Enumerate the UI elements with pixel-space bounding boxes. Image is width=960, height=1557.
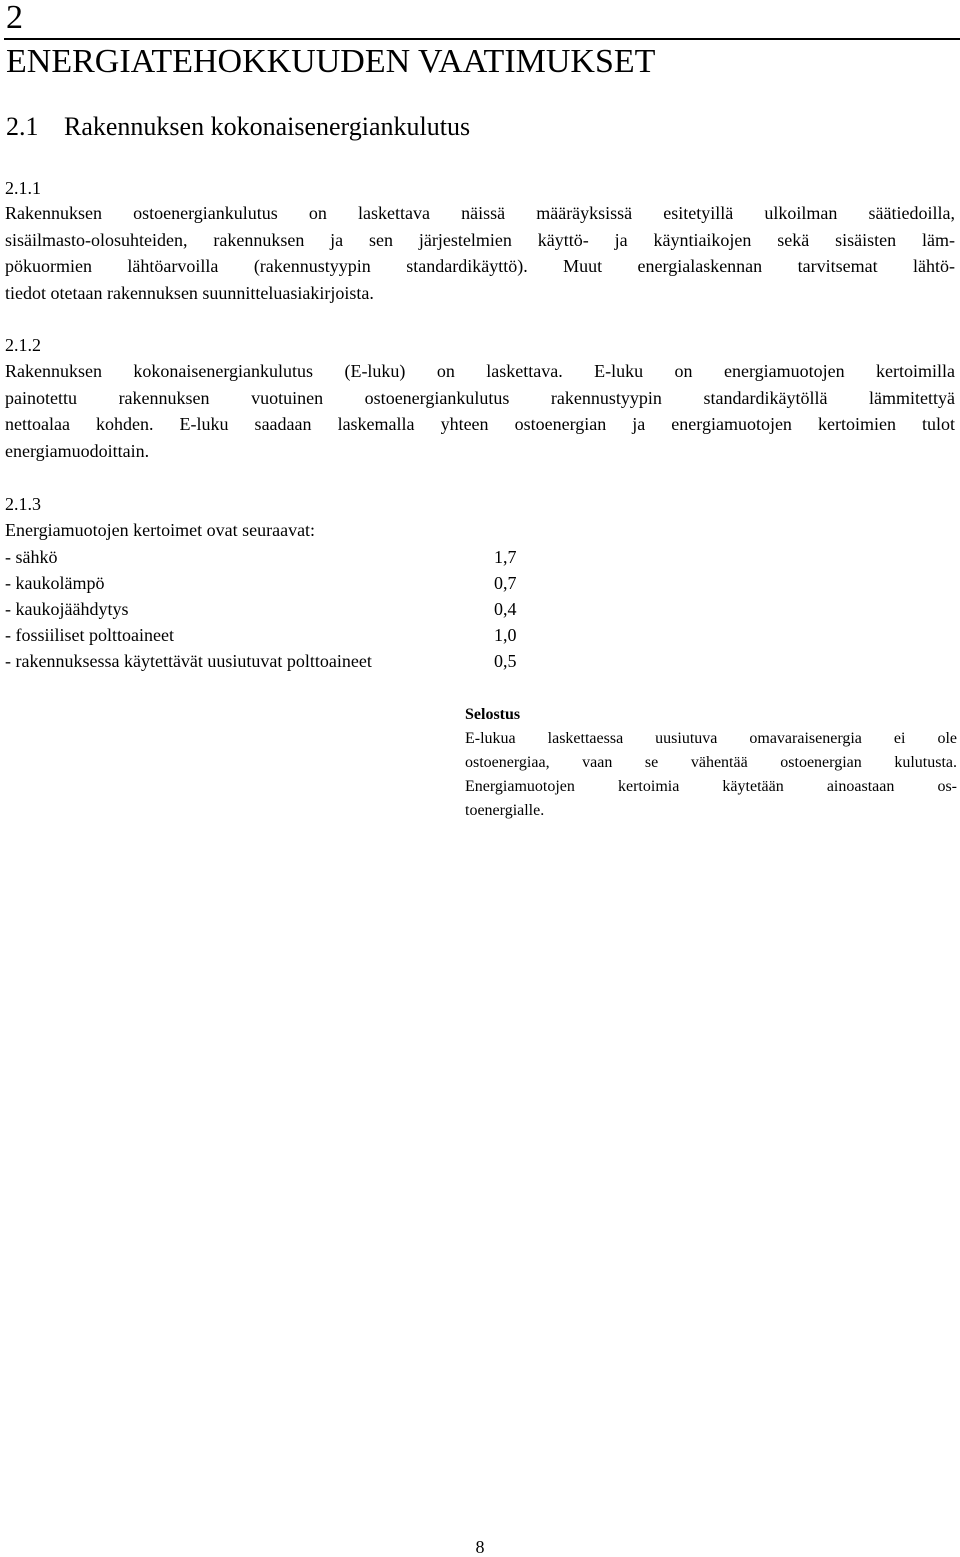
factors-intro: Energiamuotojen kertoimet ovat seuraavat: xyxy=(5,520,316,540)
note-line: toenergialle. xyxy=(465,802,545,819)
chapter-number: 2 xyxy=(6,0,23,36)
paragraph-line: sisäilmasto-olosuhteiden, rakennuksen ja sen järjestelmien käyttö- ja käyntiaikojen sekä sisäisten läm- xyxy=(5,229,955,250)
factor-value: 1,0 xyxy=(494,625,517,645)
factor-label: - rakennuksessa käytettävät uusiutuvat polttoaineet xyxy=(5,651,372,671)
note-line: ostoenergiaa, vaan se vähentää ostoenergian kulutusta. xyxy=(465,754,957,771)
paragraph-line: painotettu rakennuksen vuotuinen ostoenergiankulutus rakennustyypin standardikäytöllä lämmitettyä xyxy=(5,387,955,408)
paragraph-2-1-1 xyxy=(5,200,955,306)
page-number: 8 xyxy=(475,1537,485,1557)
note-title: Selostus xyxy=(465,706,521,723)
paragraph-number: 2.1.2 xyxy=(5,335,41,355)
paragraph-line: Rakennuksen kokonaisenergiankulutus (E-luku) on laskettava. E-luku on energiamuotojen kertoimilla xyxy=(5,361,955,381)
paragraph-line: energiamuodoittain. xyxy=(5,440,150,461)
chapter-rule xyxy=(4,38,960,40)
factor-value: 0,7 xyxy=(494,573,517,593)
factor-label: - kaukolämpö xyxy=(5,573,105,593)
note-line: E-lukua laskettaessa uusiutuva omavaraisenergia ei ole xyxy=(465,730,957,747)
chapter-title: ENERGIATEHOKKUUDEN VAATIMUKSET xyxy=(6,43,656,80)
factor-row xyxy=(5,570,535,596)
paragraph-line: tiedot otetaan rakennuksen suunnitteluasiakirjoista. xyxy=(5,282,374,303)
factor-row xyxy=(5,648,535,674)
factor-row xyxy=(5,596,535,622)
paragraph-number: 2.1.1 xyxy=(5,178,41,198)
factor-row xyxy=(5,622,535,648)
paragraph-line: nettoalaa kohden. E-luku saadaan laskemalla yhteen ostoenergian ja energiamuotojen kertoimien tulot xyxy=(5,414,955,434)
factor-value: 0,4 xyxy=(494,599,517,619)
paragraph-line: Rakennuksen ostoenergiankulutus on laskettava näissä määräyksissä esitetyillä ulkoilman säätiedoilla, xyxy=(5,203,955,223)
section-number: 2.1 xyxy=(6,112,39,141)
paragraph-2-1-2 xyxy=(5,358,955,464)
note-line: Energiamuotojen kertoimia käytetään ainoastaan os- xyxy=(465,778,957,795)
explanatory-note xyxy=(465,703,957,823)
factor-label: - fossiiliset polttoaineet xyxy=(5,625,174,645)
factor-label: - sähkö xyxy=(5,547,58,567)
paragraph-line: pökuormien lähtöarvoilla (rakennustyypin standardikäyttö). Muut energialaskennan tarvitsemat lähtö- xyxy=(5,256,955,276)
paragraph-number: 2.1.3 xyxy=(5,494,41,514)
factor-row xyxy=(5,544,535,570)
factor-value: 0,5 xyxy=(494,651,517,671)
factor-label: - kaukojäähdytys xyxy=(5,599,129,619)
section-heading xyxy=(6,112,470,142)
factor-value: 1,7 xyxy=(494,547,517,567)
section-title: Rakennuksen kokonaisenergiankulutus xyxy=(64,112,471,141)
